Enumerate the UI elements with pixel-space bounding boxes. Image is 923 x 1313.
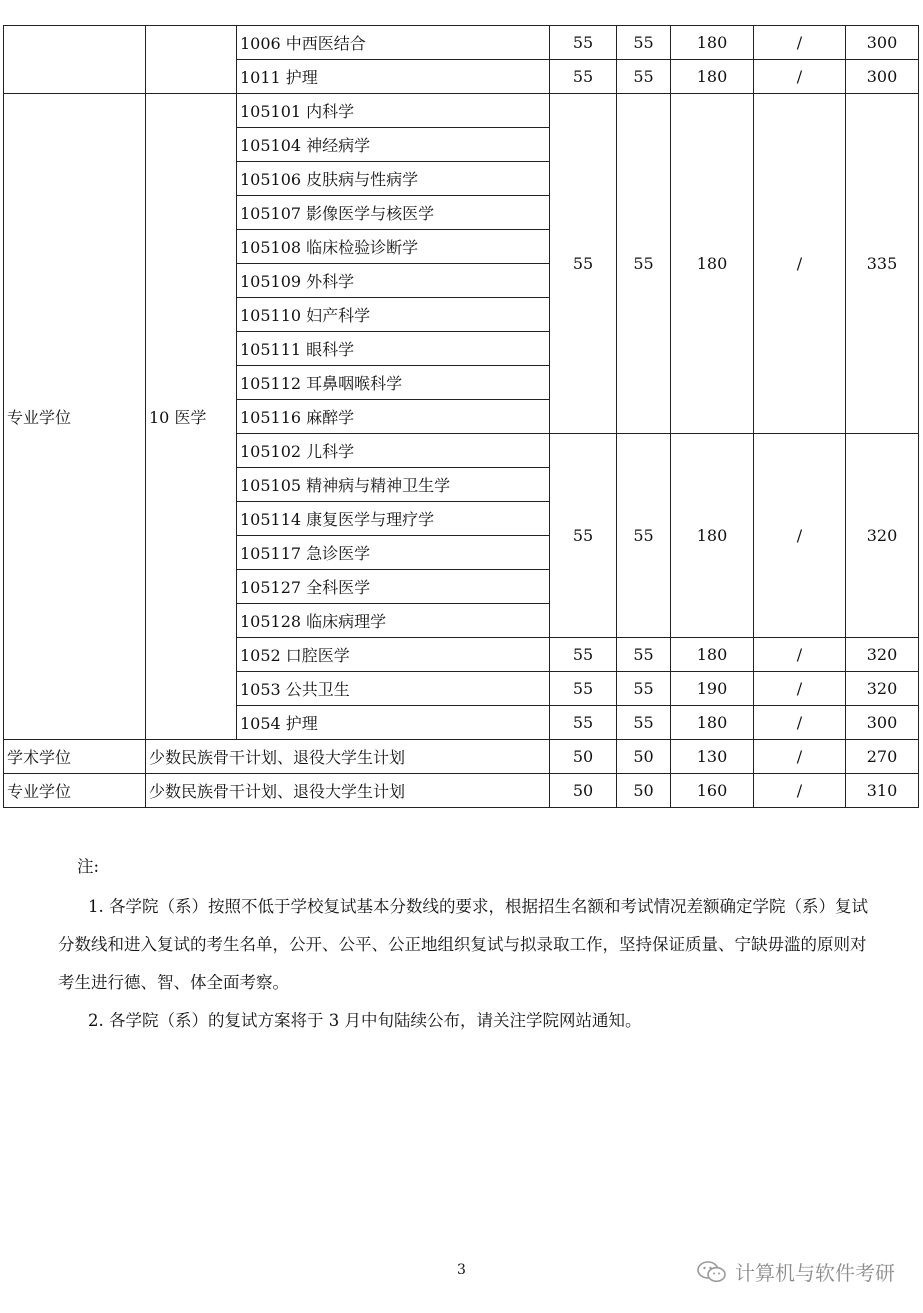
notes-section — [58, 848, 878, 1040]
score-cell: / — [754, 740, 846, 774]
watermark-text: 计算机与软件考研 — [735, 1261, 895, 1285]
score-cell: 160 — [671, 774, 754, 808]
score-cell: / — [754, 94, 846, 434]
program-cell: 105112 耳鼻咽喉科学 — [237, 366, 550, 400]
score-cell: 180 — [671, 638, 754, 672]
notes-heading: 注: — [77, 857, 100, 876]
score-cell: 50 — [617, 740, 671, 774]
score-cell: 180 — [671, 94, 754, 434]
score-cell: / — [754, 672, 846, 706]
total-cell: 300 — [846, 26, 919, 60]
total-cell: 320 — [846, 638, 919, 672]
score-cell: / — [754, 434, 846, 638]
program-cell: 105106 皮肤病与性病学 — [237, 162, 550, 196]
score-cell: 180 — [671, 26, 754, 60]
program-cell: 105111 眼科学 — [237, 332, 550, 366]
score-cell: 55 — [617, 706, 671, 740]
score-cell: 55 — [617, 60, 671, 94]
program-cell: 105102 儿科学 — [237, 434, 550, 468]
score-cell: 190 — [671, 672, 754, 706]
program-cell: 105105 精神病与精神卫生学 — [237, 468, 550, 502]
program-cell: 105101 内科学 — [237, 94, 550, 128]
total-cell: 310 — [846, 774, 919, 808]
score-cell: 50 — [550, 774, 617, 808]
score-cell: / — [754, 638, 846, 672]
program-cell: 105108 临床检验诊断学 — [237, 230, 550, 264]
plan-cell: 少数民族骨干计划、退役大学生计划 — [146, 740, 550, 774]
score-cell: 55 — [617, 434, 671, 638]
score-cell: 55 — [550, 26, 617, 60]
score-cell: 55 — [550, 434, 617, 638]
program-cell: 105109 外科学 — [237, 264, 550, 298]
program-cell: 105116 麻醉学 — [237, 400, 550, 434]
score-cell: 55 — [617, 26, 671, 60]
program-cell: 105117 急诊医学 — [237, 536, 550, 570]
score-cell: 50 — [550, 740, 617, 774]
score-table — [3, 25, 919, 808]
plan-cell: 少数民族骨干计划、退役大学生计划 — [146, 774, 550, 808]
wechat-icon — [697, 1260, 727, 1284]
discipline-cell: 10 医学 — [146, 94, 237, 740]
table-row — [4, 94, 919, 128]
watermark — [697, 1257, 895, 1286]
total-cell: 270 — [846, 740, 919, 774]
score-cell: 50 — [617, 774, 671, 808]
score-cell: 55 — [617, 672, 671, 706]
program-cell: 105114 康复医学与理疗学 — [237, 502, 550, 536]
table-row — [4, 740, 919, 774]
discipline-cell — [146, 26, 237, 94]
total-cell: 300 — [846, 706, 919, 740]
table-row — [4, 26, 919, 60]
total-cell: 300 — [846, 60, 919, 94]
note-item: 2. 各学院（系）的复试方案将于 3 月中旬陆续公布，请关注学院网站通知。 — [88, 1011, 642, 1030]
total-cell: 320 — [846, 672, 919, 706]
score-cell: 55 — [550, 672, 617, 706]
program-cell: 1054 护理 — [237, 706, 550, 740]
degree-cell: 专业学位 — [4, 774, 146, 808]
program-cell: 1006 中西医结合 — [237, 26, 550, 60]
score-cell: 55 — [550, 638, 617, 672]
total-cell: 320 — [846, 434, 919, 638]
score-cell: 180 — [671, 706, 754, 740]
page-number: 3 — [457, 1262, 466, 1278]
score-cell: / — [754, 774, 846, 808]
score-cell: / — [754, 60, 846, 94]
score-cell: 55 — [617, 94, 671, 434]
program-cell: 1011 护理 — [237, 60, 550, 94]
score-cell: 180 — [671, 60, 754, 94]
program-cell: 105128 临床病理学 — [237, 604, 550, 638]
score-cell: 55 — [550, 94, 617, 434]
program-cell: 105104 神经病学 — [237, 128, 550, 162]
degree-cell: 专业学位 — [4, 94, 146, 740]
table-row — [4, 774, 919, 808]
score-cell: 180 — [671, 434, 754, 638]
program-cell: 1053 公共卫生 — [237, 672, 550, 706]
note-item: 1. 各学院（系）按照不低于学校复试基本分数线的要求，根据招生名额和考试情况差额确定学院（系）复试分数线和进入复试的考生名单，公开、公平、公正地组织复试与拟录取工作，坚持保证质量、宁缺毋滥的原则对考生进行德、智、体全面考察。 — [58, 897, 868, 992]
program-cell: 105110 妇产科学 — [237, 298, 550, 332]
program-cell: 105127 全科医学 — [237, 570, 550, 604]
degree-cell: 学术学位 — [4, 740, 146, 774]
program-cell: 105107 影像医学与核医学 — [237, 196, 550, 230]
score-cell: 55 — [550, 60, 617, 94]
total-cell: 335 — [846, 94, 919, 434]
score-cell: 130 — [671, 740, 754, 774]
degree-cell — [4, 26, 146, 94]
score-cell: / — [754, 26, 846, 60]
score-cell: 55 — [550, 706, 617, 740]
score-cell: 55 — [617, 638, 671, 672]
program-cell: 1052 口腔医学 — [237, 638, 550, 672]
score-cell: / — [754, 706, 846, 740]
